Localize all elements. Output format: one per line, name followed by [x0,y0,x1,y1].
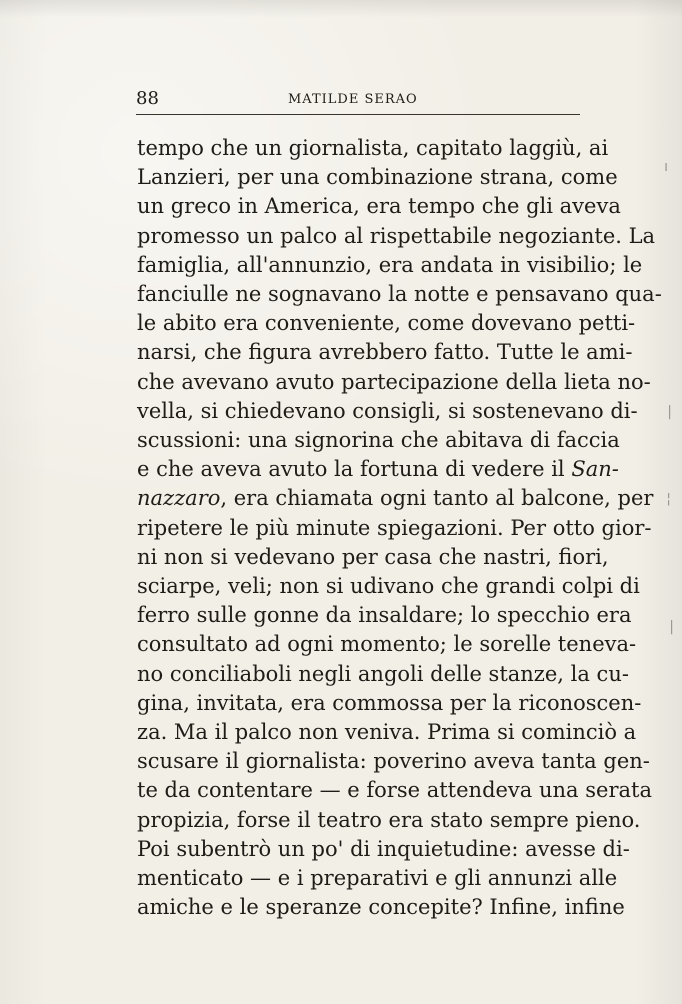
text-line: un greco in America, era tempo che gli aveva [137,194,621,219]
margin-mark: ı [664,159,668,175]
text-line: Poi subentrò un po' di inquietudine: avesse di- [137,836,630,861]
text-line: za. Ma il palco non veniva. Prima si cominciò a [137,720,637,745]
text-line-with-italic-title [137,484,654,513]
text-line: fanciulle ne sognavano la notte e pensavano qua- [137,282,662,307]
text-line: vella, si chiedevano consigli, si sostenevano di- [137,398,638,423]
text-line-with-italic-title [137,455,619,484]
running-head: MATILDE SERAO [288,92,418,107]
text-line: ni non si vedevano per casa che nastri, fiori, [137,544,609,569]
text-line: promesso un palco al rispettabile negoziante. La [137,223,656,248]
italic-title-segment: nazzaro [137,486,221,511]
page-header [136,89,580,117]
text-line: che avevano avuto partecipazione della lieta no- [137,369,651,394]
text-line: famiglia, all'annunzio, era andata in visibilio; le [137,252,643,277]
text-line: le abito era conveniente, come dovevano petti- [137,311,636,336]
header-rule [136,114,580,115]
text-line: propizia, forse il teatro era stato sempre pieno. [137,807,641,832]
page-number: 88 [136,88,159,109]
margin-mark: | [669,619,674,635]
text-line: amiche e le speranze concepite? Infine, infine [137,895,625,920]
text-segment: , era chiamata ogni tanto al balcone, per [220,486,654,511]
text-line: ferro sulle gonne da insaldare; lo specchio era [137,603,632,628]
text-line: consultato ad ogni momento; le sorelle teneva- [137,632,637,657]
margin-mark: ¦ [666,491,671,507]
text-line: narsi, che figura avrebbero fatto. Tutte le ami- [137,340,633,365]
text-line: gina, invitata, era commossa per la riconoscen- [137,690,642,715]
text-line: scusare il giornalista: poverino aveva tanta gen- [137,749,650,774]
scan-edge [0,0,682,18]
text-line: scussioni: una signorina che abitava di faccia [137,428,620,453]
text-line: sciarpe, veli; non si udivano che grandi colpi di [137,574,640,599]
text-segment: e che aveva avuto la fortuna di vedere il [137,457,572,482]
margin-mark: | [667,404,672,420]
text-line: ripetere le più minute spiegazioni. Per otto gior- [137,515,652,540]
text-line: no conciliaboli negli angoli delle stanze, la cu- [137,661,629,686]
italic-title-segment: San- [571,457,619,482]
text-line: tempo che un giornalista, capitato laggiù, ai [137,136,609,160]
body-text [137,134,662,922]
text-line: te da contentare — e forse attendeva una serata [137,778,652,803]
text-line: menticato — e i preparativi e gli annunzi alle [137,866,618,891]
text-line: Lanzieri, per una combinazione strana, come [137,165,618,190]
